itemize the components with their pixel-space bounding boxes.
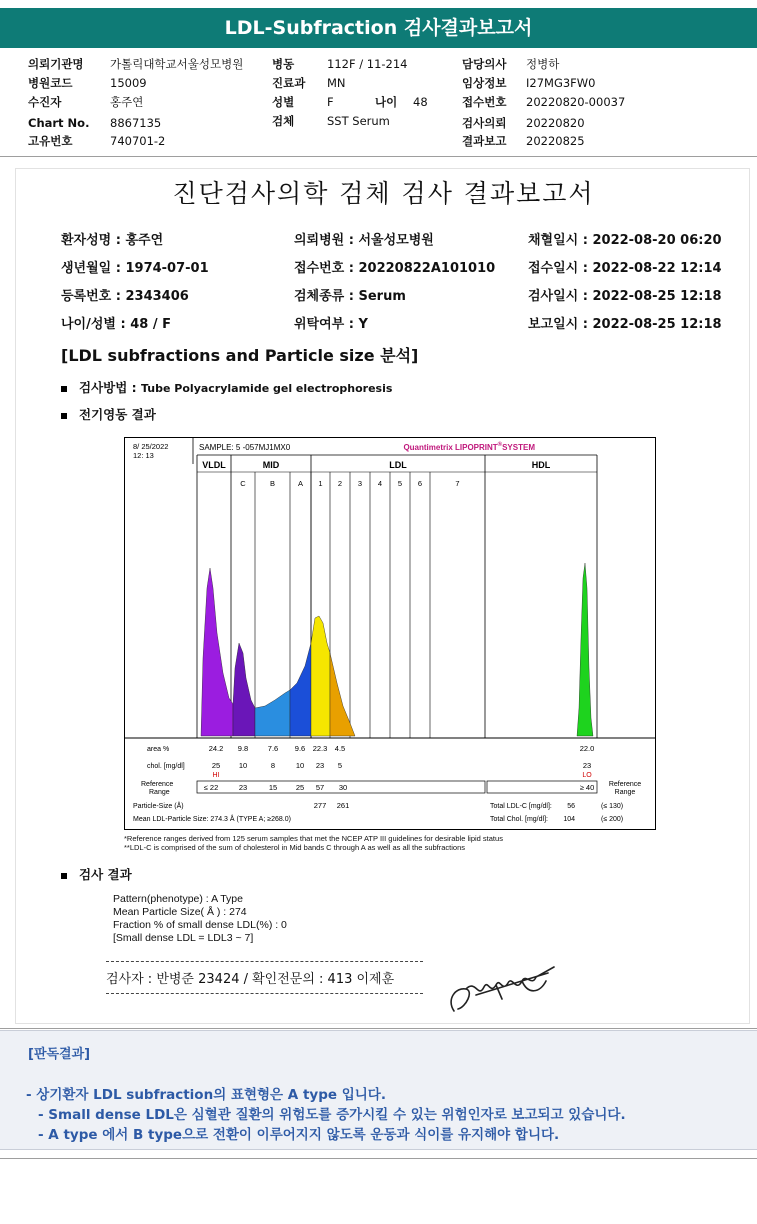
mean-size-label: Mean LDL-Particle Size: 274.3 Å (TYPE A; ≥268.0) bbox=[133, 816, 291, 823]
total-value: 104 bbox=[563, 816, 575, 823]
info-label: 담당의사 bbox=[462, 57, 507, 71]
info-value: SST Serum bbox=[327, 114, 390, 128]
reference-value: 25 bbox=[295, 783, 305, 792]
total-label: Total Chol. [mg/dl]: bbox=[490, 816, 548, 823]
patient-field: 위탁여부 : Y bbox=[294, 317, 368, 332]
result-line: Fraction % of small dense LDL(%) : 0 bbox=[113, 919, 287, 931]
ref-row-label: Range bbox=[149, 789, 170, 796]
band-label-5: 5 bbox=[397, 479, 403, 488]
divider bbox=[0, 156, 757, 157]
band-label-7: 7 bbox=[455, 479, 460, 488]
info-label: 병원코드 bbox=[28, 76, 73, 90]
chol-value: 8 bbox=[270, 761, 276, 770]
chol-value: 23 bbox=[582, 761, 592, 770]
signer-row bbox=[106, 961, 423, 994]
patient-field: 채혈일시 : 2022-08-20 06:20 bbox=[528, 233, 722, 248]
patient-field: 검사일시 : 2022-08-25 12:18 bbox=[528, 289, 722, 304]
reference-value: ≥ 40 bbox=[579, 783, 595, 792]
patient-field: 등록번호 : 2343406 bbox=[61, 289, 189, 304]
info-label: 의뢰기관명 bbox=[28, 57, 84, 71]
band-label-b: B bbox=[269, 479, 276, 488]
ref-right-label: Reference bbox=[608, 781, 642, 788]
interpretation-line: - A type 에서 B type으로 전환이 이루어지지 않도록 운동과 식이를 유지해야 합니다. bbox=[38, 1127, 560, 1143]
info-value: 740701-2 bbox=[110, 134, 166, 148]
bullet-icon bbox=[61, 386, 67, 392]
chol-value: 25 bbox=[211, 761, 221, 770]
info-value: F bbox=[327, 95, 334, 109]
method-bullet: 검사방법 : Tube Polyacrylamide gel electrophoresis bbox=[61, 378, 392, 396]
chol-value: 10 bbox=[238, 761, 248, 770]
mid-a-peak bbox=[290, 643, 311, 736]
patient-field: 의뢰병원 : 서울성모병원 bbox=[294, 233, 434, 248]
info-label: 진료과 bbox=[272, 76, 306, 90]
footnote: **LDL-C is comprised of the sum of cholesterol in Mid bands C through A as well as all the subfractions bbox=[124, 843, 466, 852]
interpretation-line: - Small dense LDL은 심혈관 질환의 위험도를 증가시킬 수 있는 위험인자로 보고되고 있습니다. bbox=[38, 1107, 626, 1123]
patient-field: 검체종류 : Serum bbox=[294, 289, 406, 304]
hdl-peak bbox=[577, 563, 593, 736]
flag-lo: LO bbox=[582, 772, 592, 779]
info-value: 정병하 bbox=[526, 57, 560, 71]
report-title: 진단검사의학 검체 검사 결과보고서 bbox=[172, 179, 595, 208]
chart-svg bbox=[125, 438, 655, 829]
area-value: 4.5 bbox=[334, 744, 346, 753]
band-label-4: 4 bbox=[377, 479, 383, 488]
info-label: 수진자 bbox=[28, 95, 62, 109]
section-title: [LDL subfractions and Particle size 분석] bbox=[61, 346, 419, 365]
result-line: Pattern(phenotype) : A Type bbox=[113, 893, 243, 905]
chol-value: 5 bbox=[337, 761, 343, 770]
area-value: 24.2 bbox=[208, 744, 224, 753]
flag-hi: HI bbox=[212, 772, 220, 779]
particle-size-value: 261 bbox=[336, 801, 350, 810]
chol-row-label: chol. [mg/dl] bbox=[147, 763, 185, 770]
info-label: 고유번호 bbox=[28, 134, 73, 148]
group-label-vldl: VLDL bbox=[202, 460, 226, 470]
info-label: 병동 bbox=[272, 57, 295, 71]
area-row-label: area % bbox=[147, 746, 170, 753]
dashed-rule bbox=[106, 993, 423, 994]
chol-value: 10 bbox=[295, 761, 305, 770]
reference-value: 23 bbox=[238, 783, 248, 792]
info-label: 임상정보 bbox=[462, 76, 507, 90]
info-value: 홍주연 bbox=[110, 95, 144, 109]
vldl-peak bbox=[201, 568, 233, 736]
patient-field: 접수번호 : 20220822A101010 bbox=[294, 261, 496, 276]
reference-value: 15 bbox=[268, 783, 278, 792]
divider bbox=[0, 1028, 757, 1029]
patient-field: 보고일시 : 2022-08-25 12:18 bbox=[528, 317, 722, 332]
psize-row-label: Particle-Size (Å) bbox=[133, 803, 184, 810]
interpretation-line: - 상기환자 LDL subfraction의 표현형은 A type 입니다. bbox=[26, 1087, 386, 1103]
band-label-1: 1 bbox=[318, 479, 323, 488]
embedded-report bbox=[15, 168, 750, 1024]
interpretation-panel bbox=[0, 1030, 757, 1150]
signature-image bbox=[436, 959, 566, 1019]
info-value: 15009 bbox=[110, 76, 147, 90]
bullet-icon bbox=[61, 873, 67, 879]
results-bullet: 검사 결과 bbox=[61, 865, 132, 883]
ldl1-peak bbox=[311, 616, 330, 736]
info-label: 검사의뢰 bbox=[462, 116, 507, 130]
info-value: 112F / 11-214 bbox=[327, 57, 408, 71]
ldl2-peak bbox=[330, 653, 355, 736]
patient-field: 생년월일 : 1974-07-01 bbox=[61, 261, 209, 276]
footnote: *Reference ranges derived from 125 serum samples that met the NCEP ATP III guidelines for desirable lipid status bbox=[124, 834, 503, 843]
total-range: (≤ 200) bbox=[601, 816, 624, 823]
info-value: 가톨릭대학교서울성모병원 bbox=[110, 57, 244, 71]
area-value: 22.0 bbox=[579, 744, 595, 753]
area-value: 9.8 bbox=[237, 744, 249, 753]
band-label-a: A bbox=[297, 479, 304, 488]
chart-sample-id: SAMPLE: 5 -057MJ1MX0 bbox=[199, 443, 291, 452]
info-label: 나이 bbox=[375, 95, 398, 109]
area-value: 9.6 bbox=[294, 744, 306, 753]
bullet-icon bbox=[61, 413, 67, 419]
info-value: 20220820-00037 bbox=[526, 95, 626, 109]
info-value: 48 bbox=[413, 95, 428, 109]
interpretation-title: [판독결과] bbox=[28, 1047, 91, 1062]
band-label-3: 3 bbox=[357, 479, 363, 488]
electrophoresis-chart bbox=[124, 437, 656, 830]
info-label: 접수번호 bbox=[462, 95, 507, 109]
info-value: 20220825 bbox=[526, 134, 585, 148]
patient-field: 접수일시 : 2022-08-22 12:14 bbox=[528, 261, 722, 276]
group-label-mid: MID bbox=[262, 460, 280, 470]
electro-bullet: 전기영동 결과 bbox=[61, 405, 156, 423]
reference-value: ≤ 22 bbox=[203, 783, 219, 792]
result-line: [Small dense LDL = LDL3 ~ 7] bbox=[113, 932, 254, 944]
chart-brand: Quantimetrix LIPOPRINT®SYSTEM bbox=[403, 442, 535, 452]
area-value: 7.6 bbox=[267, 744, 279, 753]
divider bbox=[0, 1158, 757, 1159]
info-label: Chart No. bbox=[28, 116, 90, 130]
mid-b-peak bbox=[255, 690, 290, 736]
reference-value: 57 bbox=[315, 783, 325, 792]
band-label-2: 2 bbox=[337, 479, 343, 488]
total-value: 56 bbox=[567, 803, 575, 810]
ref-row-label: Reference bbox=[141, 781, 174, 788]
patient-field: 나이/성별 : 48 / F bbox=[61, 317, 172, 332]
info-value: I27MG3FW0 bbox=[526, 76, 596, 90]
total-range: (≤ 130) bbox=[601, 803, 624, 810]
band-label-c: C bbox=[240, 479, 246, 488]
reference-value: 30 bbox=[338, 783, 348, 792]
chart-date: 8/ 25/2022 bbox=[133, 442, 169, 451]
info-value: 20220820 bbox=[526, 116, 585, 130]
group-label-ldl: LDL bbox=[389, 460, 407, 470]
info-label: 성별 bbox=[272, 95, 295, 109]
info-label: 결과보고 bbox=[462, 134, 507, 148]
info-value: 8867135 bbox=[110, 116, 162, 130]
result-line: Mean Particle Size( Å ) : 274 bbox=[113, 906, 247, 918]
mid-c-peak bbox=[233, 643, 255, 736]
signer-text: 검사자 : 반병준 23424 / 확인전문의 : 413 이제훈 bbox=[106, 972, 395, 987]
ref-right-label: Range bbox=[614, 789, 636, 796]
total-label: Total LDL-C [mg/dl]: bbox=[490, 803, 552, 810]
band-label-6: 6 bbox=[417, 479, 423, 488]
area-value: 22.3 bbox=[312, 744, 328, 753]
chol-value: 23 bbox=[315, 761, 325, 770]
info-value: MN bbox=[327, 76, 346, 90]
info-label: 검체 bbox=[272, 114, 295, 128]
chart-time: 12: 13 bbox=[133, 451, 154, 460]
patient-field: 환자성명 : 홍주연 bbox=[61, 233, 164, 248]
particle-size-value: 277 bbox=[313, 801, 327, 810]
report-header-title: LDL-Subfraction 검사결과보고서 bbox=[0, 8, 757, 48]
group-label-hdl: HDL bbox=[531, 460, 551, 470]
